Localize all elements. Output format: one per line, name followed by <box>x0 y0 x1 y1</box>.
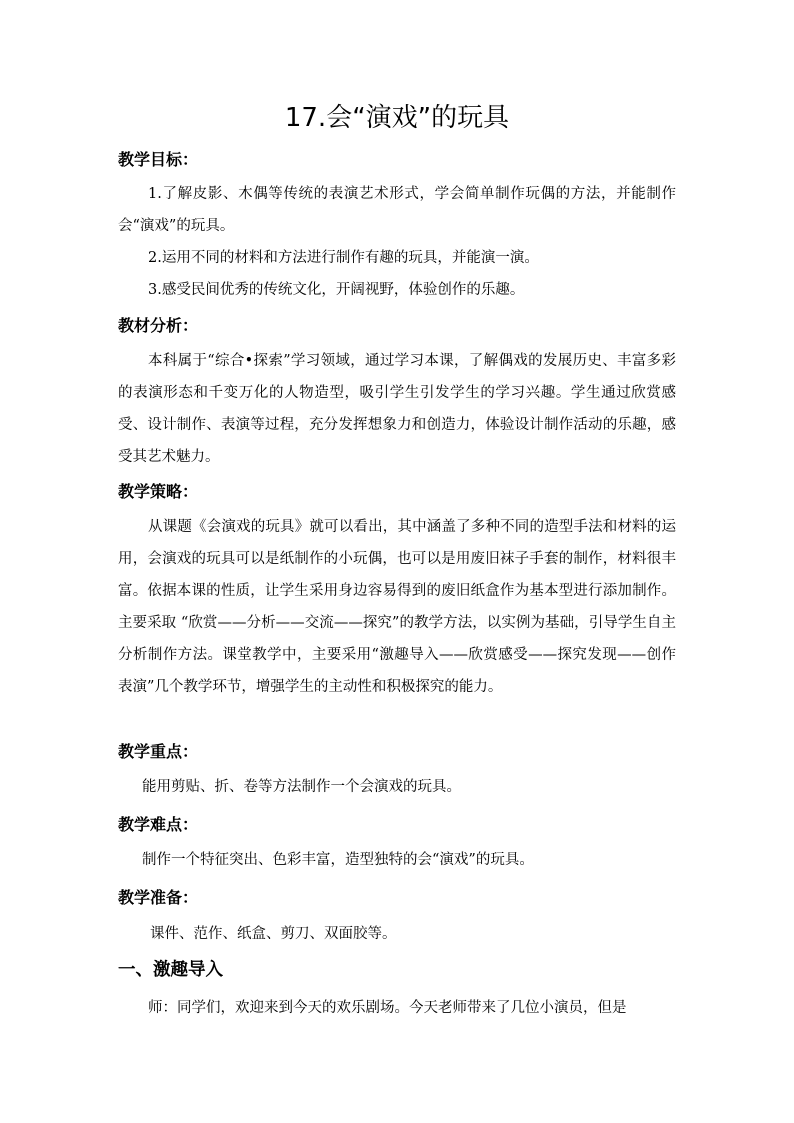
difficulties-heading: 教学难点： <box>118 815 199 834</box>
objective-item-3: 3.感受民间优秀的传统文化，开阔视野，体验创作的乐趣。 <box>148 282 525 298</box>
objective-item-2: 2.运用不同的材料和方法进行制作有趣的玩具，并能演一演。 <box>148 250 539 266</box>
key-points-text: 能用剪贴、折、卷等方法制作一个会演戏的玩具。 <box>142 779 461 795</box>
strategy-heading: 教学策略： <box>118 482 199 501</box>
intro-text: 师：同学们，欢迎来到今天的欢乐剧场。今天老师带来了几位小演员，但是 <box>148 1000 627 1016</box>
preparation-text: 课件、范作、纸盒、剪刀、双面胶等。 <box>150 926 397 942</box>
analysis-text: 本科属于“综合•探索”学习领域，通过学习本课，了解偶戏的发展历史、丰富多彩的表演形态和千变万化的人物造型，吸引学生引发学生的学习兴趣。学生通过欣赏感受、设计制作、表演等过程，充分发挥想象力和创造力，体验设计制作活动的乐趣，感受其艺术魅力。 <box>118 353 676 465</box>
preparation-heading: 教学准备： <box>118 888 199 907</box>
objectives-heading: 教学目标： <box>118 150 199 169</box>
objective-item-1: 1.了解皮影、木偶等传统的表演艺术形式，学会简单制作玩偶的方法，并能制作会“演戏”的玩具。 <box>118 186 676 234</box>
strategy-text: 从课题《会演戏的玩具》就可以看出，其中涵盖了多种不同的造型手法和材料的运用，会演戏的玩具可以是纸制作的小玩偶，也可以是用废旧袜子手套的制作，材料很丰富。依据本课的性质，让学生采用身边容易得到的废旧纸盒作为基本型进行添加制作。主要采取 “欣赏——分析——交流——探究”的教学方法，以实例为基础，引导学生自主分析制作方法。课堂教学中，主要采用“激趣导入——欣赏感受——探究发现——创作表演”几个教学环节，增强学生的主动性和积极探究的能力。 <box>118 519 676 695</box>
difficulties-text: 制作一个特征突出、色彩丰富，造型独特的会“演戏”的玩具。 <box>142 852 534 868</box>
key-points-heading: 教学重点： <box>118 742 199 761</box>
page-title: 17.会“演戏”的玩具 <box>284 103 510 133</box>
intro-heading: 一、激趣导入 <box>118 960 223 980</box>
analysis-heading: 教材分析： <box>118 316 199 335</box>
